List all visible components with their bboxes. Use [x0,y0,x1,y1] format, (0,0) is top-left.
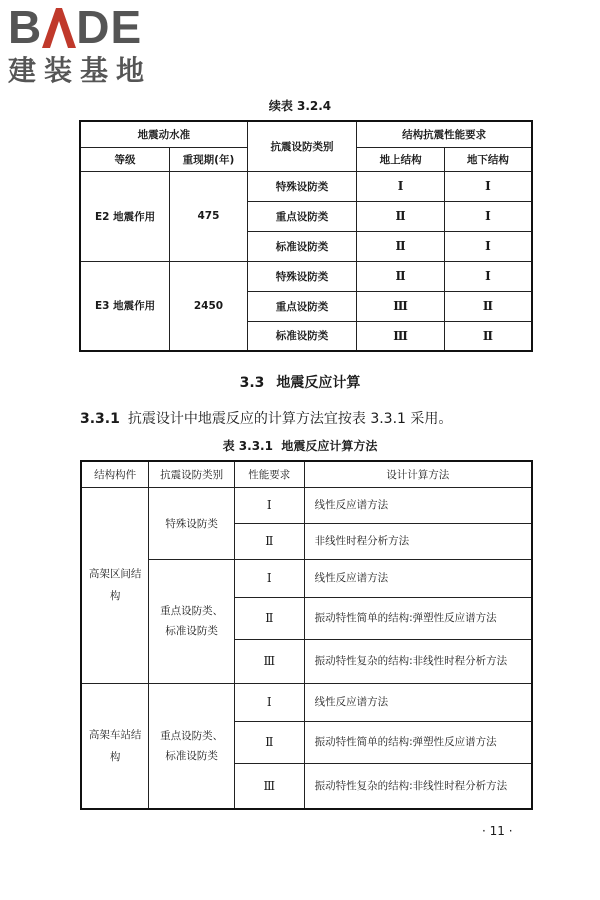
header-above-ground: 地上结构 [357,147,445,171]
above-cell: Ⅲ [357,291,445,321]
table2-caption-title: 地震反应计算方法 [281,439,378,453]
category-cell: 特殊设防类 [247,171,356,201]
component-cell: 高架车站结构 [81,683,149,809]
above-cell: Ⅱ [357,261,445,291]
below-cell: Ⅰ [444,201,532,231]
logo-subtitle: 建装基地 [8,54,153,87]
category-cell: 重点设防类 [247,291,356,321]
section-heading: 地震反应计算 [276,375,361,391]
table-row [81,487,532,523]
seismic-calculation-table [80,460,533,810]
below-cell: Ⅰ [444,171,532,201]
level-cell: E3 地震作用 [80,261,170,351]
table-row [80,171,532,201]
category-cell: 重点设防类 [247,201,356,231]
performance-cell: Ⅰ [234,559,304,597]
header-level: 等级 [80,147,170,171]
method-cell: 非线性时程分析方法 [304,523,532,559]
section-number: 3.3 [239,375,265,391]
below-cell: Ⅰ [444,231,532,261]
method-cell: 振动特性复杂的结构:非线性时程分析方法 [304,639,532,683]
header-performance: 性能要求 [234,461,304,487]
performance-cell: Ⅱ [234,721,304,763]
header-seismic-level: 地震动水准 [80,121,247,147]
header-category: 抗震设防类别 [149,461,235,487]
performance-cell: Ⅱ [234,597,304,639]
above-cell: Ⅰ [357,171,445,201]
category-cell: 标准设防类 [247,321,356,351]
table2-caption-number: 表 3.3.1 [222,439,273,453]
performance-cell: Ⅱ [234,523,304,559]
logo-a-icon [42,4,76,50]
method-cell: 线性反应谱方法 [304,487,532,523]
table2-caption [0,437,600,454]
logo-letters-de: DE [76,1,143,53]
above-cell: Ⅱ [357,201,445,231]
logo-wordmark [8,1,178,53]
header-method: 设计计算方法 [304,461,532,487]
header-component: 结构构件 [81,461,149,487]
performance-cell: Ⅰ [234,487,304,523]
performance-cell: Ⅰ [234,683,304,721]
method-cell: 线性反应谱方法 [304,683,532,721]
logo-letter-b: B [8,1,43,53]
below-cell: Ⅰ [444,261,532,291]
component-cell: 高架区间结构 [81,487,149,683]
table1-caption: 续表 3.2.4 [268,99,332,113]
section-title [0,372,600,392]
method-cell: 振动特性简单的结构:弹塑性反应谱方法 [304,597,532,639]
below-cell: Ⅱ [444,321,532,351]
category-cell: 重点设防类、标准设防类 [149,559,235,683]
performance-cell: Ⅲ [234,639,304,683]
category-cell: 重点设防类、标准设防类 [149,683,235,809]
performance-cell: Ⅲ [234,763,304,809]
header-period: 重现期(年) [170,147,248,171]
above-cell: Ⅱ [357,231,445,261]
table-row [80,261,532,291]
above-cell: Ⅲ [357,321,445,351]
header-below-ground: 地下结构 [444,147,532,171]
seismic-performance-table [79,120,533,352]
method-cell: 线性反应谱方法 [304,559,532,597]
table-row [81,559,532,597]
level-cell: E2 地震作用 [80,171,170,261]
clause-text: 抗震设计中地震反应的计算方法宜按表 3.3.1 采用。 [127,411,453,427]
table-row [81,683,532,721]
clause-3-3-1 [80,408,452,428]
method-cell: 振动特性简单的结构:弹塑性反应谱方法 [304,721,532,763]
header-requirement: 结构抗震性能要求 [357,121,532,147]
period-cell: 475 [170,171,248,261]
below-cell: Ⅱ [444,291,532,321]
method-cell: 振动特性复杂的结构:非线性时程分析方法 [304,763,532,809]
category-cell: 特殊设防类 [247,261,356,291]
clause-number: 3.3.1 [80,411,120,427]
category-cell: 特殊设防类 [149,487,235,559]
page-number: · 11 · [482,824,513,838]
bade-logo [8,1,178,87]
header-category: 抗震设防类别 [247,121,356,171]
period-cell: 2450 [170,261,248,351]
category-cell: 标准设防类 [247,231,356,261]
